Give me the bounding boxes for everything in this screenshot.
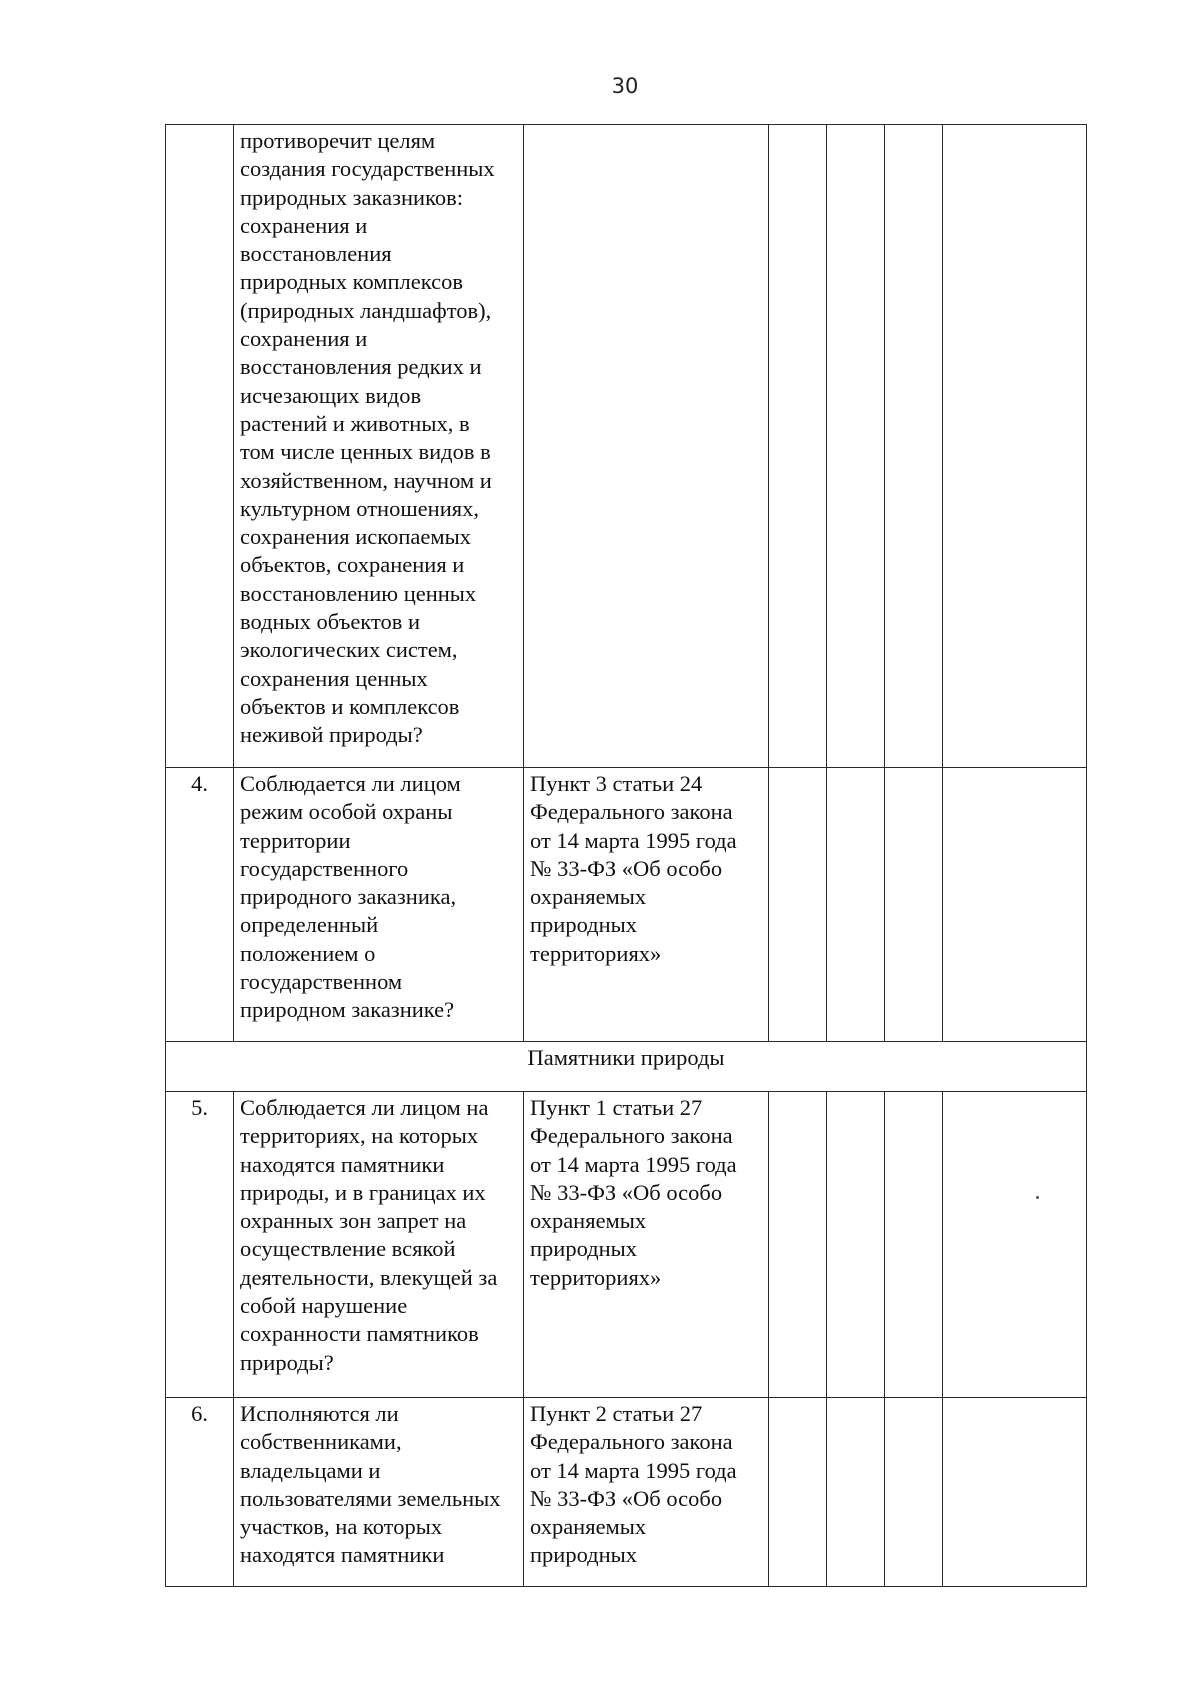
question-line: осуществление всякой [240, 1236, 456, 1262]
question-line: сохранения ископаемых [240, 524, 471, 550]
answer-na-cell [885, 768, 943, 1042]
table-row [166, 768, 1087, 1042]
question-line: водных объектов и [240, 609, 421, 635]
reference-line: природных [530, 1236, 638, 1262]
question-line: сохранения и [240, 326, 368, 352]
question-line: территориях, на которых [240, 1123, 479, 1149]
reference-line: природных [530, 1542, 638, 1568]
reference-line: от 14 марта 1995 года [530, 1457, 737, 1483]
question-line: пользователями земельных [240, 1485, 501, 1511]
question-line: объектов и комплексов [240, 693, 460, 719]
question-line: объектов, сохранения и [240, 552, 465, 578]
reference-cell [524, 125, 769, 768]
item-number: 6. [166, 1398, 234, 1587]
answer-na-cell [885, 125, 943, 768]
reference-line: № 33-ФЗ «Об особо [530, 855, 723, 881]
question-line: охранных зон запрет на [240, 1208, 467, 1234]
question-line: природных комплексов [240, 269, 464, 295]
question-line: режим особой охраны [240, 799, 453, 825]
answer-no-cell [827, 1398, 885, 1587]
question-line: создания государственных [240, 156, 495, 182]
question-line: растений и животных, в [240, 410, 470, 436]
question-cell [234, 125, 524, 768]
answer-yes-cell [769, 1092, 827, 1398]
reference-line: охраняемых [530, 1514, 647, 1540]
question-line: находятся памятники [240, 1151, 445, 1177]
question-line: государственного [240, 855, 409, 881]
note-cell [943, 1398, 1087, 1587]
section-title: Памятники природы [166, 1042, 1087, 1092]
question-line: восстановлению ценных [240, 580, 477, 606]
question-cell [234, 1092, 524, 1398]
question-line: сохранности памятников [240, 1321, 479, 1347]
reference-line: № 33-ФЗ «Об особо [530, 1485, 723, 1511]
reference-line: от 14 марта 1995 года [530, 827, 737, 853]
checklist-body [166, 125, 1087, 1587]
question-line: деятельности, влекущей за [240, 1264, 498, 1290]
table-row [166, 1398, 1087, 1587]
question-line: собственниками, [240, 1429, 402, 1455]
question-line: культурном отношениях, [240, 495, 479, 521]
question-line: природном заказнике? [240, 997, 455, 1023]
scan-speck [1036, 1196, 1039, 1199]
question-line: исчезающих видов [240, 382, 422, 408]
question-line: собой нарушение [240, 1293, 408, 1319]
answer-no-cell [827, 125, 885, 768]
question-line: противоречит целям [240, 128, 436, 153]
question-line: неживой природы? [240, 722, 423, 748]
note-cell [943, 125, 1087, 768]
reference-line: Пункт 1 статьи 27 [530, 1095, 703, 1120]
answer-no-cell [827, 1092, 885, 1398]
question-line: восстановления [240, 241, 392, 267]
item-number [166, 125, 234, 768]
question-line: экологических систем, [240, 637, 458, 663]
question-cell [234, 768, 524, 1042]
question-line: Исполняются ли [240, 1401, 399, 1426]
question-line: находятся памятники [240, 1542, 445, 1568]
question-line: природного заказника, [240, 884, 457, 910]
answer-yes-cell [769, 1398, 827, 1587]
question-line: территории [240, 827, 351, 853]
reference-line: Федерального закона [530, 1123, 733, 1149]
reference-line: Федерального закона [530, 799, 733, 825]
note-cell [943, 1092, 1087, 1398]
question-line: положением о [240, 940, 376, 966]
reference-line: территориях» [530, 1264, 662, 1290]
question-line: Соблюдается ли лицом [240, 771, 461, 796]
reference-line: от 14 марта 1995 года [530, 1151, 737, 1177]
question-line: восстановления редких и [240, 354, 482, 380]
question-line: (природных ландшафтов), [240, 297, 492, 323]
item-number: 4. [166, 768, 234, 1042]
answer-yes-cell [769, 768, 827, 1042]
reference-cell [524, 768, 769, 1042]
answer-na-cell [885, 1092, 943, 1398]
reference-line: охраняемых [530, 1208, 647, 1234]
note-cell [943, 768, 1087, 1042]
checklist-table [165, 124, 1087, 1587]
question-line: природы, и в границах их [240, 1179, 486, 1205]
page-number: 30 [611, 74, 639, 98]
item-number: 5. [166, 1092, 234, 1398]
question-line: хозяйственном, научном и [240, 467, 492, 493]
question-line: владельцами и [240, 1457, 381, 1483]
reference-line: № 33-ФЗ «Об особо [530, 1179, 723, 1205]
reference-cell [524, 1092, 769, 1398]
question-line: сохранения и [240, 212, 368, 238]
answer-na-cell [885, 1398, 943, 1587]
reference-line: природных [530, 912, 638, 938]
question-line: природных заказников: [240, 184, 464, 210]
reference-cell [524, 1398, 769, 1587]
answer-yes-cell [769, 125, 827, 768]
reference-line: Пункт 3 статьи 24 [530, 771, 703, 796]
question-cell [234, 1398, 524, 1587]
question-line: природы? [240, 1349, 334, 1375]
question-line: участков, на которых [240, 1514, 443, 1540]
section-row [166, 1042, 1087, 1092]
question-line: определенный [240, 912, 379, 938]
question-line: государственном [240, 969, 403, 995]
reference-line: Федерального закона [530, 1429, 733, 1455]
question-line: том числе ценных видов в [240, 439, 491, 465]
answer-no-cell [827, 768, 885, 1042]
table-row [166, 1092, 1087, 1398]
reference-line: Пункт 2 статьи 27 [530, 1401, 703, 1426]
question-line: Соблюдается ли лицом на [240, 1095, 489, 1120]
reference-line: территориях» [530, 940, 662, 966]
question-line: сохранения ценных [240, 665, 428, 691]
table-row [166, 125, 1087, 768]
reference-line: охраняемых [530, 884, 647, 910]
